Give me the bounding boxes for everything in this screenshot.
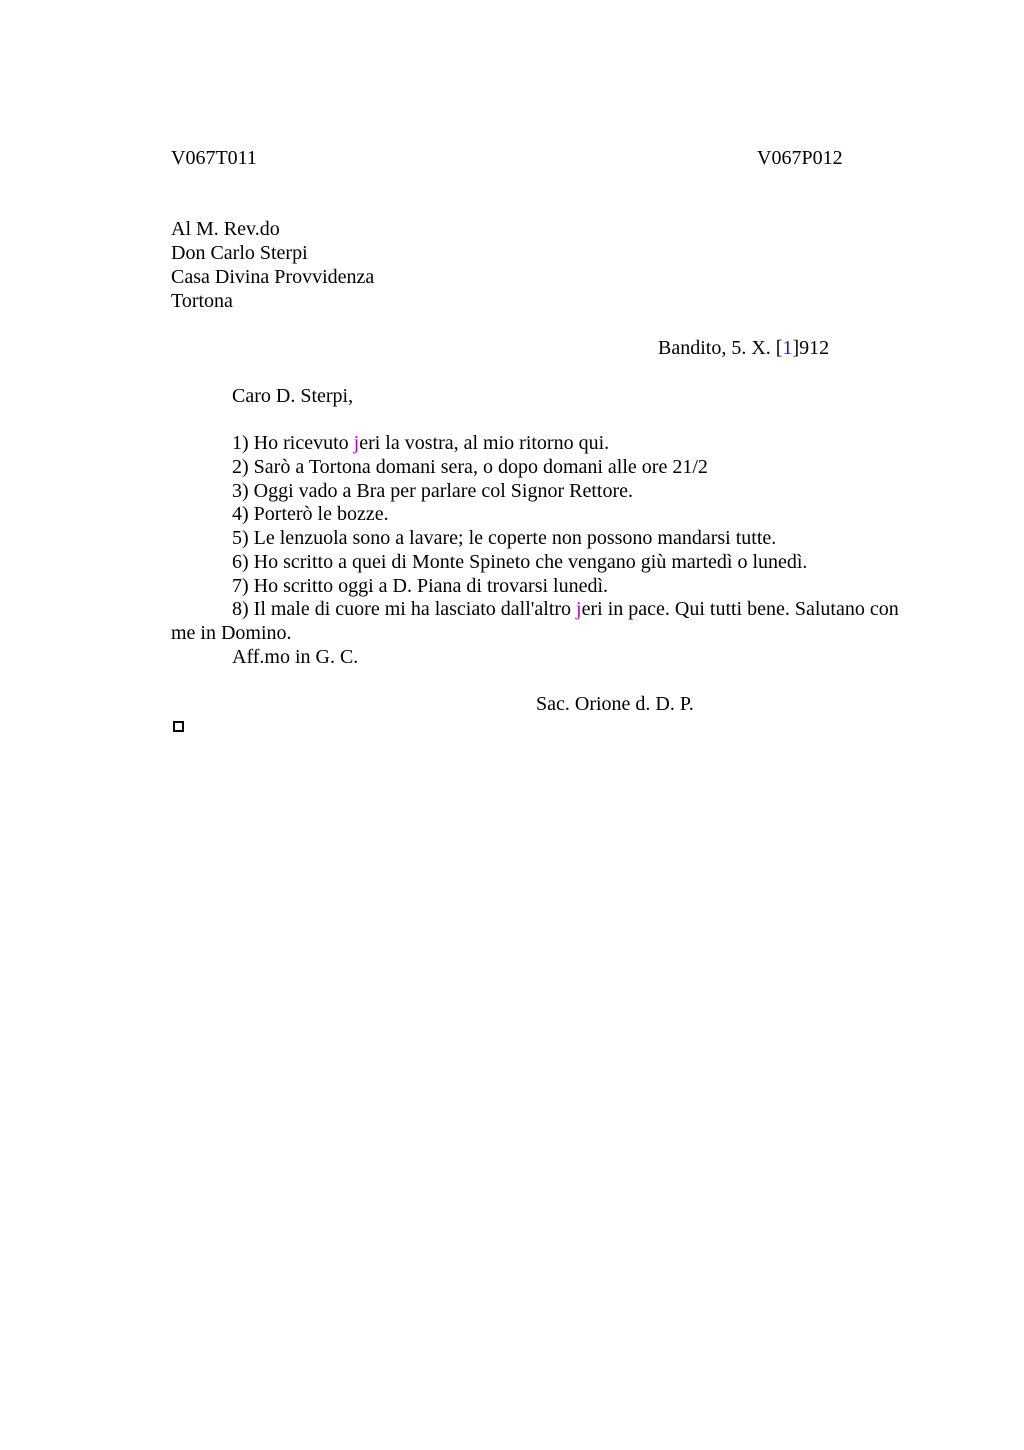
list-item-4: 4) Porterò le bozze.	[232, 503, 389, 525]
address-line-4: Tortona	[171, 290, 233, 312]
date-editorial-insert: 1	[782, 337, 793, 359]
list-item-1	[232, 431, 609, 455]
salutation: Caro D. Sterpi,	[232, 385, 354, 407]
date-prefix: Bandito, 5. X. [	[658, 337, 783, 359]
date-line	[658, 336, 829, 360]
list-item-3: 3) Oggi vado a Bra per parlare col Signor Rettore.	[232, 480, 633, 502]
list-item-6: 6) Ho scritto a quei di Monte Spineto che vengano giù martedì o lunedì.	[232, 551, 808, 573]
closing: Aff.mo in G. C.	[232, 646, 359, 668]
list-item-8-continuation: me in Domino.	[171, 622, 292, 644]
list-item-7: 7) Ho scritto oggi a D. Piana di trovarsi lunedì.	[232, 575, 609, 597]
date-suffix: ]912	[792, 337, 830, 359]
list-item-5: 5) Le lenzuola sono a lavare; le coperte non possono mandarsi tutte.	[232, 527, 777, 549]
list-item-2: 2) Sarò a Tortona domani sera, o dopo domani alle ore 21/2	[232, 456, 708, 478]
item-1-variant-mark: j	[353, 432, 360, 454]
list-item-8	[232, 597, 899, 621]
item-8-before: 8) Il male di cuore mi ha lasciato dall'altro	[232, 598, 577, 620]
item-8-variant-mark: j	[576, 598, 582, 620]
end-marker-box	[173, 721, 184, 732]
address-line-2: Don Carlo Sterpi	[171, 242, 308, 264]
signature: Sac. Orione d. D. P.	[536, 693, 694, 715]
left-document-code: V067T011	[171, 147, 257, 169]
address-line-1: Al M. Rev.do	[171, 218, 280, 240]
address-line-3: Casa Divina Provvidenza	[171, 266, 375, 288]
item-8-after: eri in pace. Qui tutti bene. Salutano con	[581, 598, 899, 620]
right-document-code: V067P012	[757, 147, 843, 169]
item-1-before: 1) Ho ricevuto	[232, 432, 354, 454]
item-1-after: eri la vostra, al mio ritorno qui.	[359, 432, 610, 454]
